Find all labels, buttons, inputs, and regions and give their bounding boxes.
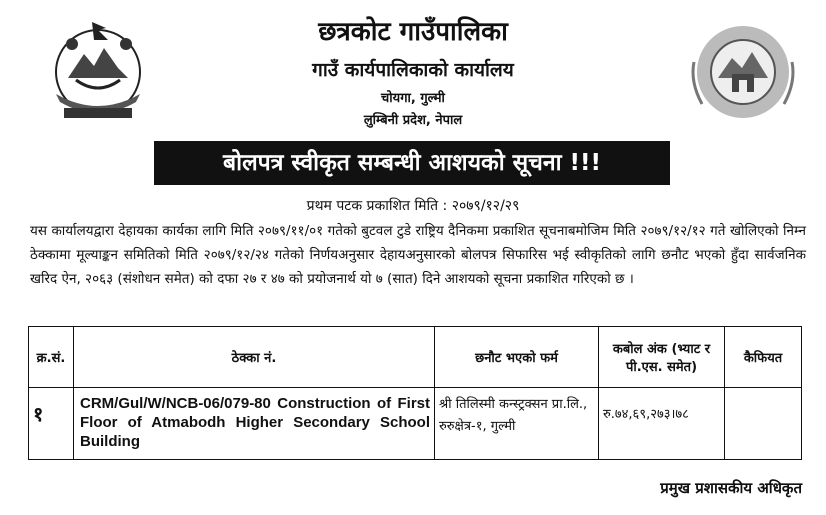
header-contract: ठेक्का नं. — [74, 327, 435, 388]
office-name: गाउँ कार्यपालिकाको कार्यालय — [312, 59, 514, 81]
notice-body: यस कार्यालयद्वारा देहायका कार्यका लागि मिति २०७९/११/०१ गतेको बुटवल टुडे राष्ट्रिय दैनिकमा प्रकाशित सूचनाबमोजिम मिति २०७९/१२/१२ गते खोलिएको निम्न ठेक्कामा मूल्याङ्कन समितिको मिति २०७९/१२/२४ गतेको निर्णयअनुसार देहायअनुसारको बोलपत्र सिफारिस भई स्वीकृतिको लागि छनौट भएको हुँदा सार्वजनिक खरिद ऐन, २०६३ (संशोधन समेत) को दफा २७ र ४७ को प्रयोजनार्थ यो ७ (सात) दिने आशयको सूचना प्रकाशित गरिएको छ । — [30, 223, 806, 287]
cell-serial: १ — [29, 388, 74, 460]
cell-remarks — [725, 388, 802, 460]
header-serial: क्र.सं. — [29, 327, 74, 388]
office-province: लुम्बिनी प्रदेश, नेपाल — [363, 113, 463, 128]
nepal-emblem-icon — [42, 18, 154, 124]
header-bid: कबोल अंक (भ्याट र पी.एस. समेत) — [599, 327, 725, 388]
cell-bid-amount: रु.७४,६९,२७३।७८ — [599, 388, 725, 460]
notice-title-banner: बोलपत्र स्वीकृत सम्बन्धी आशयको सूचना !!! — [154, 141, 670, 185]
signatory: प्रमुख प्रशासकीय अधिकृत — [660, 479, 802, 497]
publish-date: प्रथम पटक प्रकाशित मिति : २०७९/१२/२९ — [306, 198, 520, 214]
header-firm: छनौट भएको फर्म — [435, 327, 599, 388]
cell-firm: श्री तिलिस्मी कन्स्ट्रक्सन प्रा.लि., रुरुक्षेत्र-१, गुल्मी — [435, 388, 599, 460]
contract-table — [28, 326, 802, 460]
header-remarks: कैफियत — [725, 327, 802, 388]
table-row — [29, 388, 802, 460]
table-header-row — [29, 327, 802, 388]
office-location: चोयगा, गुल्मी — [381, 91, 445, 106]
cell-contract: CRM/Gul/W/NCB-06/079-80 Construction of First Floor of Atmabodh Higher Secondary School Building — [74, 388, 435, 460]
municipality-seal-icon — [684, 22, 802, 122]
municipality-name: छत्रकोट गाउँपालिका — [318, 17, 508, 47]
